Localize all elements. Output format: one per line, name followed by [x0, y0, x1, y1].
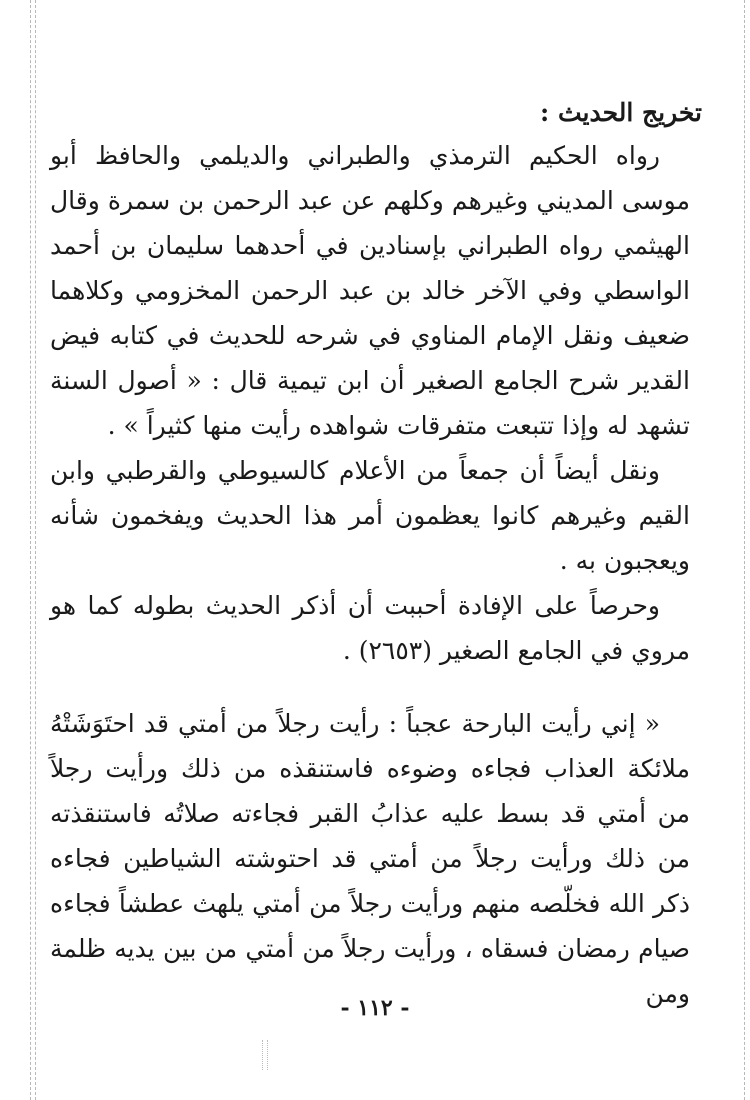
paragraph-gap — [50, 673, 690, 701]
left-margin-dashed-line — [30, 0, 31, 1100]
page-number: - ١١٢ - — [340, 995, 410, 1021]
paragraph-3: وحرصاً على الإفادة أحببت أن أذكر الحديث بطوله كما هو مروي في الجامع الصغير (٢٦٥٣) . — [50, 591, 690, 665]
scan-artifact-mark — [262, 1040, 268, 1070]
left-margin-dashed-line-2 — [35, 0, 36, 1100]
body-text — [50, 133, 690, 1016]
paragraph-1: رواه الحكيم الترمذي والطبراني والديلمي والحافظ أبو موسى المديني وغيرهم وكلهم عن عبد الرحمن بن سمرة وقال الهيثمي رواه الطبراني بإسنادين في أحدهما سليمان بن أحمد الواسطي وفي الآخر خالد بن عبد الرحمن المخزومي وكلاهما ضعيف ونقل الإمام المناوي في شرحه للحديث في كتابه فيض القدير شرح الجامع الصغير أن ابن تيمية قال : « أصول السنة تشهد له وإذا تتبعت متفرقات شواهده رأيت منها كثيراً » . — [50, 141, 690, 440]
right-margin-dashed-line — [744, 0, 745, 1100]
paragraph-2: ونقل أيضاً أن جمعاً من الأعلام كالسيوطي والقرطبي وابن القيم وغيرهم كانوا يعظمون أمر هذا الحديث ويفخمون شأنه ويعجبون به . — [50, 456, 690, 575]
paragraph-4-hadith: « إني رأيت البارحة عجباً : رأيت رجلاً من أمتي قد احتَوَشَتْهُ ملائكة العذاب فجاءه وضوءه فاستنقذه من ذلك ورأيت رجلاً من أمتي قد بسط عليه عذابُ القبر فجاءته صلاتُه فاستنقذته من ذلك ورأيت رجلاً من أمتي قد احتوشته الشياطين فجاءه ذكر الله فخلّصه منهم ورأيت رجلاً من أمتي يلهث عطشاً فجاءه صيام رمضان فسقاه ، ورأيت رجلاً من أمتي من بين يديه ظلمة ومن — [50, 709, 690, 1008]
section-heading: تخريج الحديث : — [540, 98, 702, 127]
